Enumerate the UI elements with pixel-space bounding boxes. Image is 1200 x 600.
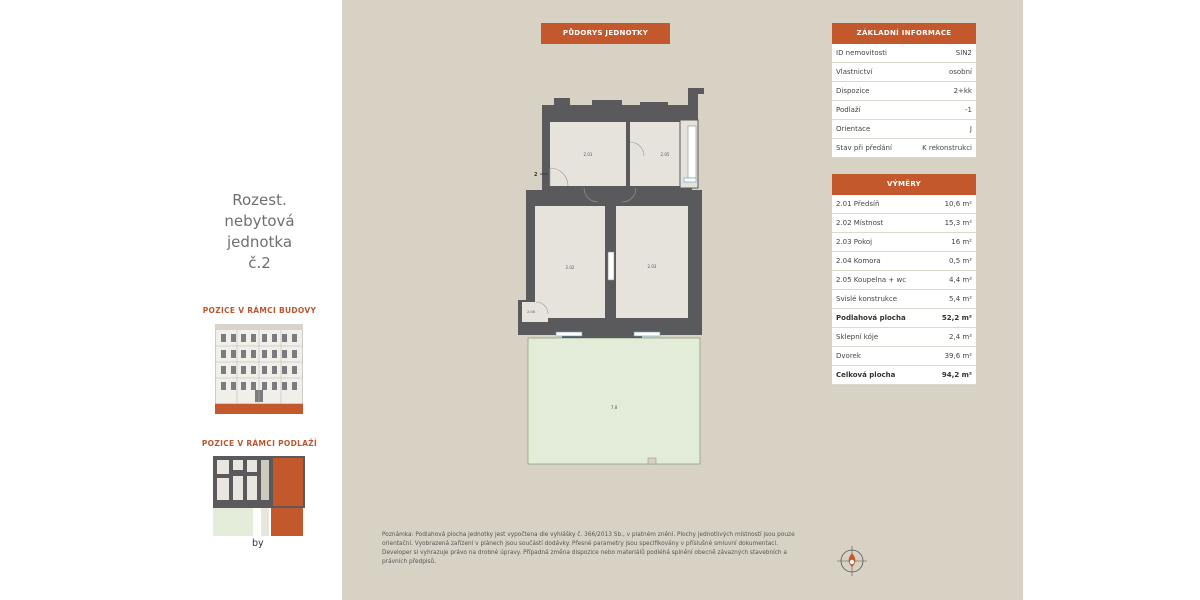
row-value: SIN2 <box>955 49 972 57</box>
room-label-2-02: 2.02 <box>565 265 575 270</box>
areas-header: VÝMĚRY <box>832 174 976 195</box>
row-label: 2.02 Místnost <box>836 219 884 227</box>
position-building-label: POZICE V RÁMCI BUDOVY <box>202 306 317 315</box>
row-value: 2+kk <box>953 87 972 95</box>
basic-info-row <box>832 63 976 82</box>
row-label: 2.03 Pokoj <box>836 238 873 246</box>
row-label: Stav při předání <box>836 144 892 152</box>
areas-row <box>832 214 976 233</box>
areas-row <box>832 195 976 214</box>
row-value: 94,2 m² <box>941 371 972 379</box>
areas-row-floor-total <box>832 309 976 328</box>
floor-plan <box>502 80 762 472</box>
unit-title-line-3: jednotka <box>226 233 293 251</box>
plan-header: PŮDORYS JEDNOTKY <box>541 23 670 44</box>
areas-row <box>832 252 976 271</box>
row-label: 2.05 Koupelna + wc <box>836 276 907 284</box>
row-label: Orientace <box>836 125 871 133</box>
disclaimer-note: Poznámka: Podlahová plocha jednotky jest vypočtena dle vyhlášky č. 366/2013 Sb., v platném znění. Plochy jednotlivých místností jsou pouze orientační. Vyobrazená zařízení v plánech jsou součástí dodávky. Přesné parametry jsou specifikovány v příslušné smluvní dokumentaci. Developer si vyhrazuje právo na drobné úpravy. Případná změna dispozice nebo materiálů podléhá splnění obecně závazných stavebních a právních předpisů. <box>382 532 795 565</box>
row-label: 2.04 Komora <box>836 257 881 265</box>
row-label: 2.01 Předsíň <box>836 200 880 208</box>
room-label-2-03: 2.03 <box>647 264 657 269</box>
row-value: K rekonstrukci <box>922 144 972 152</box>
room-2-05 <box>628 122 680 186</box>
by-text: by <box>252 538 264 549</box>
basic-info-row <box>832 44 976 63</box>
courtyard-area <box>528 338 700 464</box>
row-label: Vlastnictví <box>836 68 873 76</box>
row-value: -1 <box>965 106 972 114</box>
basic-info-header: ZÁKLADNÍ INFORMACE <box>832 23 976 44</box>
basic-info-row <box>832 82 976 101</box>
row-label: Sklepní kóje <box>836 333 879 341</box>
row-value: 5,4 m² <box>949 295 972 303</box>
unit-title <box>177 190 342 274</box>
position-floor-label: POZICE V RÁMCI PODLAŽÍ <box>201 439 318 448</box>
row-label: Svislé konstrukce <box>836 295 898 303</box>
courtyard-label: 7.8 <box>610 405 618 410</box>
row-value: 39,6 m² <box>944 352 972 360</box>
row-value: 2,4 m² <box>949 333 972 341</box>
areas-row <box>832 290 976 309</box>
row-label: Dispozice <box>836 87 870 95</box>
entrance-marker: 2 <box>534 172 538 178</box>
areas-table <box>832 174 976 385</box>
basic-info-row <box>832 120 976 139</box>
compass-icon <box>836 545 868 577</box>
row-label: Dvorek <box>836 352 861 360</box>
left-panel <box>177 0 342 600</box>
row-label: Podlahová plocha <box>836 314 906 322</box>
areas-row-grand-total <box>832 366 976 385</box>
areas-row <box>832 328 976 347</box>
areas-row <box>832 347 976 366</box>
basic-info-row <box>832 139 976 158</box>
row-value: 15,3 m² <box>944 219 972 227</box>
unit-title-line-2: nebytová <box>224 212 295 230</box>
row-value: 0,5 m² <box>949 257 972 265</box>
floor-position-image <box>213 456 305 538</box>
room-label-2-01: 2.01 <box>583 152 593 157</box>
row-value: 4,4 m² <box>949 276 972 284</box>
main-panel <box>342 0 1023 600</box>
room-2-02 <box>535 206 605 318</box>
row-value: osobní <box>948 68 972 76</box>
room-label-2-06: 2.06 <box>527 310 535 314</box>
row-value: 52,2 m² <box>941 314 972 322</box>
right-margin <box>1023 0 1200 600</box>
row-label: ID nemovitosti <box>836 49 887 57</box>
building-facade-image <box>215 324 303 414</box>
row-value: 10,6 m² <box>944 200 972 208</box>
row-label: Podlaží <box>836 106 861 114</box>
row-value: 16 m² <box>951 238 972 246</box>
basic-info-table <box>832 23 976 158</box>
room-2-03 <box>616 206 688 318</box>
unit-title-line-4: č.2 <box>248 254 271 272</box>
areas-row <box>832 233 976 252</box>
row-label: Celková plocha <box>836 371 896 379</box>
row-value: J <box>969 125 972 133</box>
basic-info-row <box>832 101 976 120</box>
areas-row <box>832 271 976 290</box>
room-label-2-05: 2.05 <box>660 152 670 157</box>
unit-title-line-1: Rozest. <box>232 191 287 209</box>
